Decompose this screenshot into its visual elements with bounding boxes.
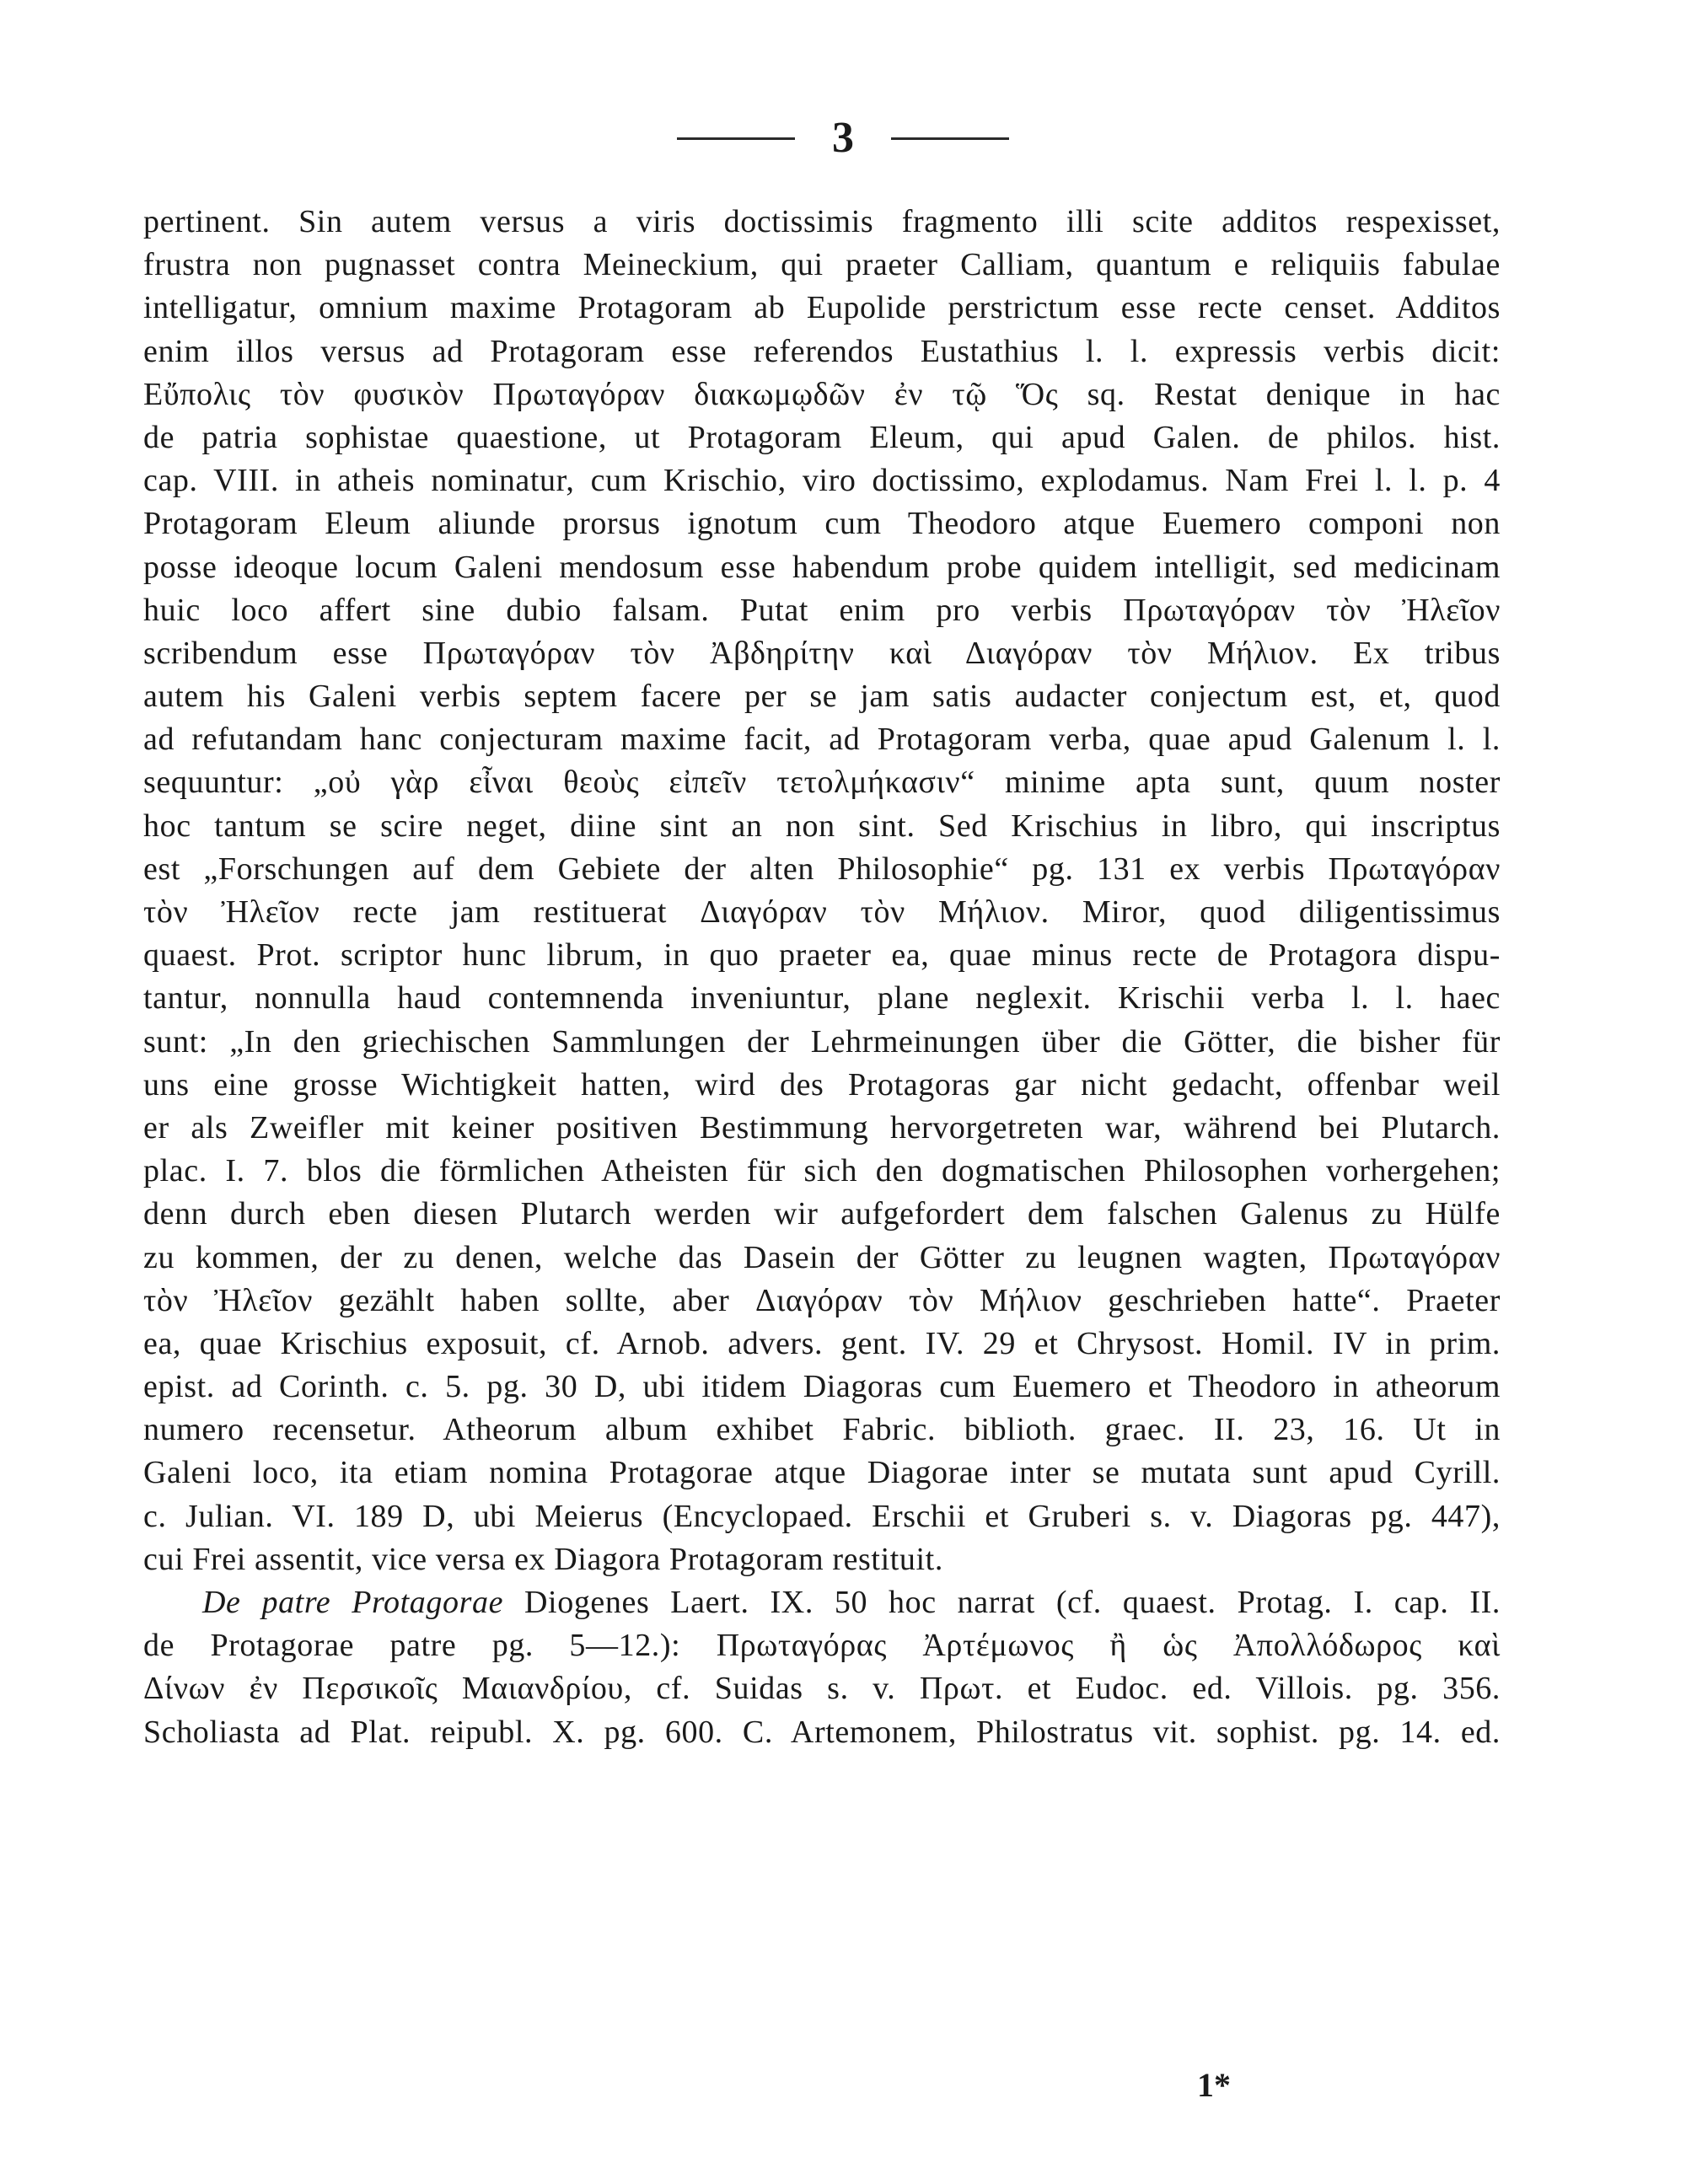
header-rule-left (677, 137, 795, 140)
italic-lead: De patre Protagorae (202, 1585, 504, 1620)
text-line: c. Julian. VI. 189 D, ubi Meierus (Encyclopaed. Erschii et Gruberi s. v. Diagoras pg. 447), (143, 1498, 1501, 1534)
text-line-rest: Diogenes Laert. IX. 50 hoc narrat (cf. quaest. Protag. I. cap. II. (524, 1585, 1501, 1620)
paragraph-line (143, 1581, 1501, 1624)
text-line: er als Zweifler mit keiner positiven Bestimmung hervorgetreten war, während bei Plutarch. (143, 1109, 1501, 1146)
text-line: ea, quae Krischius exposuit, cf. Arnob. advers. gent. IV. 29 et Chrysost. Homil. IV in prim. (143, 1325, 1501, 1361)
text-line: enim illos versus ad Protagoram esse referendos Eustathius l. l. expressis verbis dicit: (143, 333, 1501, 369)
text-line: denn durch eben diesen Plutarch werden wir aufgefordert dem falschen Galenus zu Hülfe (143, 1196, 1501, 1232)
text-line: quaest. Prot. scriptor hunc librum, in quo praeter ea, quae minus recte de Protagora dispu- (143, 937, 1501, 974)
text-line: hoc tantum se scire neget, diine sint an non sint. Sed Krischius in libro, qui inscriptus (143, 808, 1501, 844)
text-line: frustra non pugnasset contra Meineckium, qui praeter Calliam, quantum e reliquiis fabulae (143, 247, 1501, 283)
text-line: Galeni loco, ita etiam nomina Protagorae atque Diagorae inter se mutata sunt apud Cyrill. (143, 1455, 1501, 1491)
text-line: Protagoram Eleum aliunde prorsus ignotum cum Theodoro atque Euemero componi non (143, 506, 1501, 542)
text-line: τὸν Ἠλεῖον gezählt haben sollte, aber Διαγόραν τὸν Μήλιον geschrieben hatte“. Praeter (143, 1282, 1501, 1318)
text-line: autem his Galeni verbis septem facere per se jam satis audacter conjectum est, et, quod (143, 679, 1501, 715)
page-number: 3 (832, 114, 854, 162)
text-line: τὸν Ἠλεῖον recte jam restituerat Διαγόραν τὸν Μήλιον. Miror, quod diligentissimus (143, 894, 1501, 930)
text-line: Scholiasta ad Plat. reipubl. X. pg. 600. C. Artemonem, Philostratus vit. sophist. pg. 14. ed. (143, 1714, 1501, 1750)
text-line: est „Forschungen auf dem Gebiete der alten Philosophie“ pg. 131 ex verbis Πρωταγόραν (143, 851, 1501, 887)
text-line: scribendum esse Πρωταγόραν τὸν Ἀβδηρίτην καὶ Διαγόραν τὸν Μήλιον. Ex tribus (143, 635, 1501, 671)
text-line: pertinent. Sin autem versus a viris doctissimis fragmento illi scite additos respexisset, (143, 204, 1501, 239)
body-text (143, 201, 1501, 1754)
text-line: uns eine grosse Wichtigkeit hatten, wird des Protagoras gar nicht gedacht, offenbar weil (143, 1066, 1501, 1103)
text-line: Δίνων ἐν Περσικοῖς Μαιανδρίου, cf. Suidas s. v. Πρωτ. et Eudoc. ed. Villois. pg. 356. (143, 1671, 1501, 1707)
header-rule-right (891, 137, 1009, 140)
signature-mark: 1* (1197, 2066, 1231, 2104)
text-line: de patria sophistae quaestione, ut Protagoram Eleum, qui apud Galen. de philos. hist. (143, 419, 1501, 455)
text-line: cap. VIII. in atheis nominatur, cum Krischio, viro doctissimo, explodamus. Nam Frei l. l. p. 4 (143, 463, 1501, 499)
text-line: sunt: „In den griechischen Sammlungen der Lehrmeinungen über die Götter, die bisher für (143, 1023, 1501, 1060)
text-line: Εὔπολις τὸν φυσικὸν Πρωταγόραν διακωμῳδῶν ἐν τῷ Ὅς sq. Restat denique in hac (143, 376, 1501, 412)
text-line: tantur, nonnulla haud contemnenda inveniuntur, plane neglexit. Krischii verba l. l. haec (143, 980, 1501, 1017)
text-line: cui Frei assentit, vice versa ex Diagora Protagoram restituit. (143, 1541, 943, 1577)
page-header (0, 116, 1686, 160)
text-line: numero recensetur. Atheorum album exhibet Fabric. biblioth. graec. II. 23, 16. Ut in (143, 1412, 1501, 1448)
text-line: posse ideoque locum Galeni mendosum esse habendum probe quidem intelligit, sed medicinam (143, 549, 1501, 585)
text-line: huic loco affert sine dubio falsam. Putat enim pro verbis Πρωταγόραν τὸν Ἠλεῖον (143, 592, 1501, 628)
text-line: ad refutandam hanc conjecturam maxime facit, ad Protagoram verba, quae apud Galenum l. l. (143, 722, 1501, 758)
text-line: epist. ad Corinth. c. 5. pg. 30 D, ubi itidem Diagoras cum Euemero et Theodoro in atheorum (143, 1369, 1501, 1405)
text-line: sequuntur: „οὐ γὰρ εἶναι θεοὺς εἰπεῖν τετολμήκασιν“ minime apta sunt, quum noster (143, 765, 1501, 801)
text-line: intelligatur, omnium maxime Protagoram ab Eupolide perstrictum esse recte censet. Additos (143, 290, 1501, 326)
text-line: plac. I. 7. blos die förmlichen Atheisten für sich den dogmatischen Philosophen vorhergehen; (143, 1153, 1501, 1189)
text-line: zu kommen, der zu denen, welche das Dasein der Götter zu leugnen wagten, Πρωταγόραν (143, 1239, 1501, 1275)
text-line: de Protagorae patre pg. 5—12.): Πρωταγόρας Ἀρτέμωνος ἢ ὡς Ἀπολλόδωρος καὶ (143, 1628, 1501, 1664)
